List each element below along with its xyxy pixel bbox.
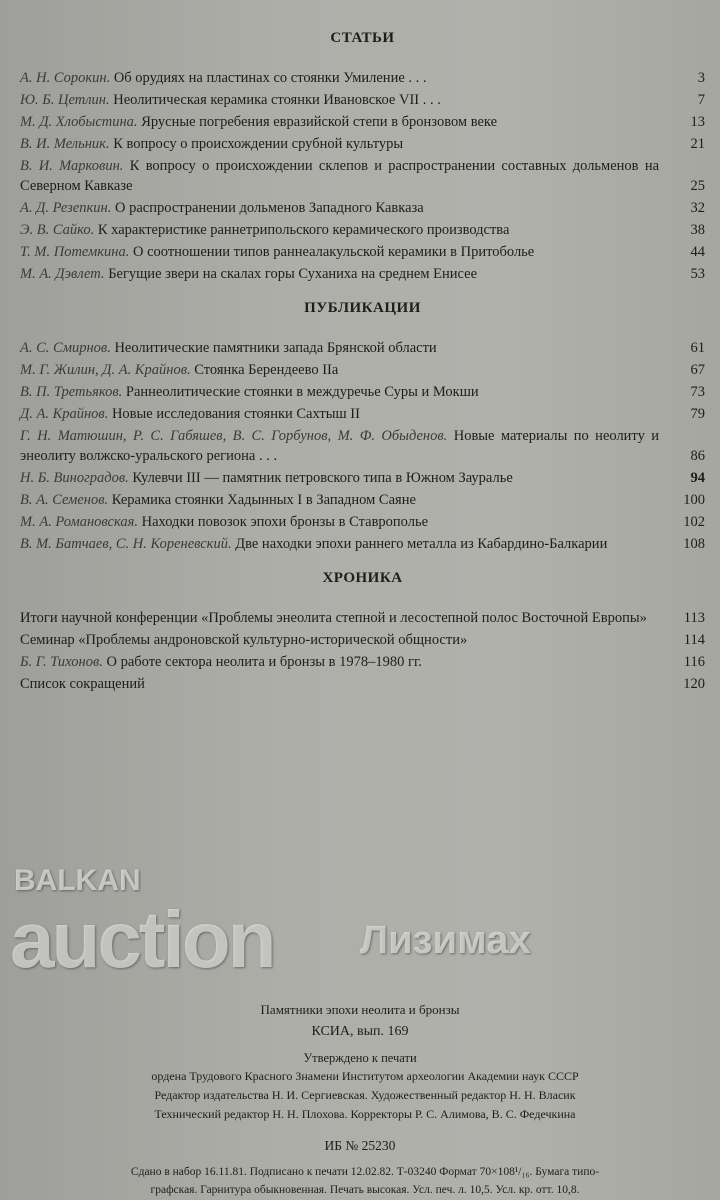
toc-author: В. И. Марковин. bbox=[20, 158, 124, 174]
toc-page-number: 79 bbox=[690, 406, 705, 422]
toc-entry bbox=[20, 468, 705, 488]
toc-page-number: 13 bbox=[690, 114, 705, 130]
toc-title: Раннеолитические стоянки в междуречье Суры и Мокши bbox=[125, 384, 479, 400]
toc-entry-text bbox=[20, 360, 705, 380]
toc-author: Э. В. Сайко. bbox=[20, 222, 95, 238]
toc-page-number: 86 bbox=[690, 448, 705, 464]
toc-author: В. И. Мельник. bbox=[20, 136, 110, 152]
toc-author: Н. Б. Виноградов. bbox=[20, 470, 129, 486]
toc-entry bbox=[20, 134, 705, 154]
articles-list bbox=[20, 68, 705, 284]
toc-entry-text bbox=[20, 608, 705, 628]
toc-author: М. А. Романовская. bbox=[20, 514, 138, 530]
toc-entry-text bbox=[20, 512, 705, 532]
toc-author: Д. А. Крайнов. bbox=[20, 406, 109, 422]
toc-title: О работе сектора неолита и бронзы в 1978–1980 гг. bbox=[106, 654, 422, 670]
toc-title: Керамика стоянки Хадынных I в Западном Саяне bbox=[111, 492, 416, 508]
toc-page-number: 53 bbox=[690, 266, 705, 282]
toc-title: Находки повозок эпохи бронзы в Ставрополье bbox=[141, 514, 429, 530]
toc-page-number: 102 bbox=[683, 514, 705, 530]
toc-author: М. А. Дэвлет. bbox=[20, 266, 105, 282]
section-heading-publications: ПУБЛИКАЦИИ bbox=[304, 300, 421, 316]
toc-entry bbox=[20, 382, 705, 402]
toc-page-number: 61 bbox=[690, 340, 705, 356]
toc-author: Ю. Б. Цетлин. bbox=[20, 92, 110, 108]
watermark-logo-balkan: BALKAN bbox=[14, 864, 141, 897]
toc-title: Бегущие звери на скалах горы Суханиха на среднем Енисее bbox=[108, 266, 478, 282]
toc-page-number: 38 bbox=[690, 222, 705, 238]
toc-author: М. Д. Хлобыстина. bbox=[20, 114, 138, 130]
toc-title: К вопросу о происхождении срубной культуры bbox=[113, 136, 404, 152]
toc-page-number: 21 bbox=[690, 136, 705, 152]
imprint-editors: Редактор издательства Н. И. Сергиевская. Художественный редактор Н. Н. Власик bbox=[154, 1088, 576, 1102]
toc-page-number: 108 bbox=[683, 536, 705, 552]
toc-entry-text bbox=[20, 490, 705, 510]
imprint-approved: Утверждено к печати bbox=[303, 1051, 417, 1065]
toc-author: В. П. Третьяков. bbox=[20, 384, 123, 400]
toc-title: Новые материалы по неолиту и энеолиту волжско-уральского региона . . . bbox=[20, 428, 660, 464]
toc-title: Кулевчи III — памятник петровского типа в Южном Зауралье bbox=[132, 470, 513, 486]
toc-title: Неолитическая керамика стоянки Ивановское VII . . . bbox=[113, 92, 441, 108]
toc-author: В. А. Семенов. bbox=[20, 492, 109, 508]
toc-entry-text bbox=[20, 68, 705, 88]
imprint-institute: ордена Трудового Красного Знамени Институтом археологии Академии наук СССР bbox=[151, 1069, 579, 1083]
section-heading-chronicle: ХРОНИКА bbox=[322, 570, 403, 586]
toc-author: В. М. Батчаев, С. Н. Кореневский. bbox=[20, 536, 232, 552]
toc-entry bbox=[20, 90, 705, 110]
toc-entry bbox=[20, 674, 705, 694]
toc-page-number: 25 bbox=[690, 178, 705, 194]
toc-entry-text bbox=[20, 426, 705, 466]
toc-entry bbox=[20, 220, 705, 240]
section-heading-articles: СТАТЬИ bbox=[330, 30, 395, 46]
toc-entry-text bbox=[20, 198, 705, 218]
toc-entry bbox=[20, 426, 705, 466]
toc-entry bbox=[20, 652, 705, 672]
toc-title: Стоянка Берендеево IIa bbox=[194, 362, 339, 378]
toc-entry bbox=[20, 490, 705, 510]
imprint-print-line-2: графская. Гарнитура обыкновенная. Печать высокая. Усл. печ. л. 10,5. Усл. кр. отт. 10,8. bbox=[150, 1184, 580, 1196]
toc-title: О распространении дольменов Западного Кавказа bbox=[114, 200, 424, 216]
toc-entry-text bbox=[20, 156, 705, 196]
section-publications bbox=[20, 298, 705, 554]
toc-title: Список сокращений bbox=[20, 676, 145, 692]
toc-entry bbox=[20, 242, 705, 262]
table-of-contents bbox=[20, 28, 705, 708]
toc-entry bbox=[20, 264, 705, 284]
toc-entry-text bbox=[20, 404, 705, 424]
toc-page-number: 120 bbox=[683, 676, 705, 692]
toc-entry-text bbox=[20, 242, 705, 262]
toc-entry bbox=[20, 512, 705, 532]
section-articles bbox=[20, 28, 705, 284]
toc-entry bbox=[20, 338, 705, 358]
toc-page-number: 7 bbox=[697, 92, 705, 108]
watermark-logo-auction: auction bbox=[10, 895, 274, 984]
toc-author: М. Г. Жилин, Д. А. Крайнов. bbox=[20, 362, 191, 378]
toc-page-number: 3 bbox=[697, 70, 705, 86]
toc-entry-text bbox=[20, 534, 705, 554]
imprint-ib-number: ИБ № 25230 bbox=[324, 1138, 396, 1153]
toc-entry-text bbox=[20, 674, 705, 694]
toc-entry bbox=[20, 534, 705, 554]
imprint-book-title: Памятники эпохи неолита и бронзы bbox=[260, 1002, 460, 1017]
toc-page-number: 94 bbox=[690, 470, 705, 486]
toc-title: Новые исследования стоянки Сахтыш II bbox=[111, 406, 360, 422]
toc-title: О соотношении типов раннеалакульской керамики в Притоболье bbox=[132, 244, 535, 260]
toc-entry-text bbox=[20, 652, 705, 672]
toc-title: Ярусные погребения евразийской степи в бронзовом веке bbox=[141, 114, 498, 130]
toc-page-number: 114 bbox=[683, 632, 705, 648]
toc-entry-text bbox=[20, 112, 705, 132]
toc-title: К вопросу о происхождении склепов и распространении составных дольменов на Северном Кавказе bbox=[20, 158, 660, 194]
toc-entry bbox=[20, 360, 705, 380]
imprint-series: КСИА, вып. 169 bbox=[311, 1024, 409, 1039]
toc-entry bbox=[20, 630, 705, 650]
toc-author: Т. М. Потемкина. bbox=[20, 244, 130, 260]
watermark-logo-lizimah: Лизимах bbox=[360, 918, 531, 962]
toc-author: А. С. Смирнов. bbox=[20, 340, 111, 356]
toc-entry bbox=[20, 68, 705, 88]
toc-page-number: 44 bbox=[690, 244, 705, 260]
toc-entry-text bbox=[20, 264, 705, 284]
toc-entry-text bbox=[20, 90, 705, 110]
imprint-tech-editor: Технический редактор Н. Н. Плохова. Корректоры Р. С. Алимова, В. С. Федечкина bbox=[154, 1107, 576, 1121]
toc-title: Неолитические памятники запада Брянской области bbox=[114, 340, 437, 356]
toc-entry-text bbox=[20, 468, 705, 488]
toc-entry bbox=[20, 198, 705, 218]
toc-page-number: 100 bbox=[683, 492, 705, 508]
imprint-print-line-1: Сдано в набор 16.11.81. Подписано к печати 12.02.82. Т-03240 Формат 70×108¹/₁₆. Бумага типо- bbox=[130, 1166, 600, 1178]
publications-list bbox=[20, 338, 705, 554]
toc-title: Семинар «Проблемы андроновской культурно-исторической общности» bbox=[20, 632, 468, 648]
toc-page-number: 73 bbox=[690, 384, 705, 400]
toc-entry bbox=[20, 404, 705, 424]
toc-page-number: 116 bbox=[683, 654, 705, 670]
toc-page-number: 113 bbox=[683, 610, 705, 626]
toc-title: Итоги научной конференции «Проблемы энеолита степной и лесостепной полос Восточной Европы» bbox=[20, 610, 647, 626]
toc-entry-text bbox=[20, 338, 705, 358]
chronicle-list bbox=[20, 608, 705, 694]
toc-entry-text bbox=[20, 630, 705, 650]
toc-author: А. Н. Сорокин. bbox=[20, 70, 111, 86]
toc-page-number: 32 bbox=[690, 200, 705, 216]
section-chronicle bbox=[20, 568, 705, 694]
toc-entry-text bbox=[20, 134, 705, 154]
toc-title: К характеристике раннетрипольского керамического производства bbox=[97, 222, 510, 238]
toc-entry bbox=[20, 156, 705, 196]
toc-author: Г. Н. Матюшин, Р. С. Габяшев, В. С. Горбунов, М. Ф. Обыденов. bbox=[20, 428, 448, 444]
toc-entry bbox=[20, 112, 705, 132]
toc-page-number: 67 bbox=[690, 362, 705, 378]
toc-entry-text bbox=[20, 382, 705, 402]
toc-title: Две находки эпохи раннего металла из Кабардино-Балкарии bbox=[235, 536, 608, 552]
toc-author: А. Д. Резепкин. bbox=[20, 200, 112, 216]
toc-author: Б. Г. Тихонов. bbox=[20, 654, 103, 670]
toc-title: Об орудиях на пластинах со стоянки Умиление . . . bbox=[113, 70, 427, 86]
toc-entry-text bbox=[20, 220, 705, 240]
toc-entry bbox=[20, 608, 705, 628]
